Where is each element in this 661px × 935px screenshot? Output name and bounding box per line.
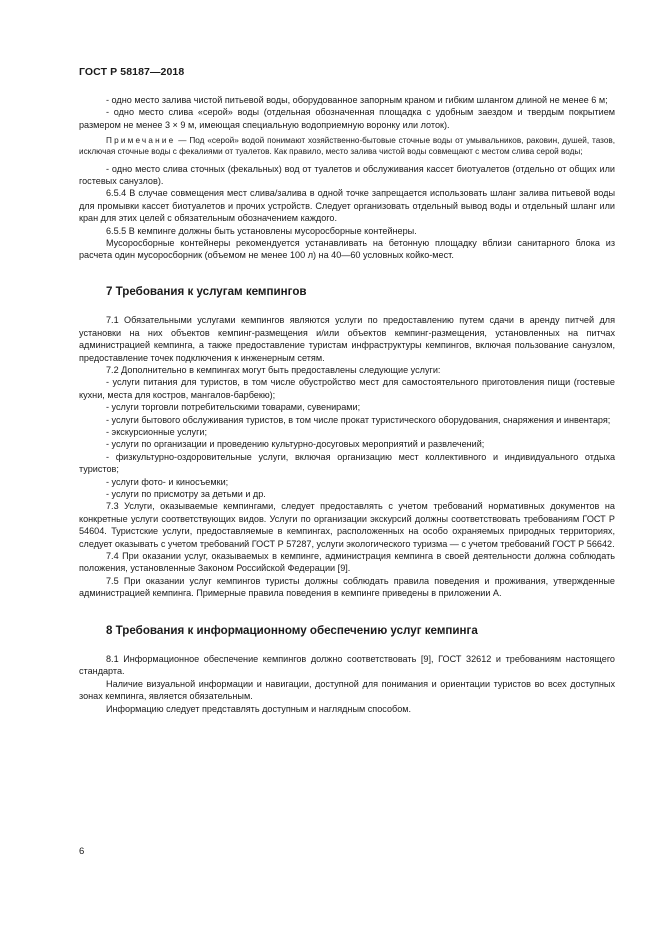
paragraph: 7.4 При оказании услуг, оказываемых в кемпинге, администрация кемпинга в своей деятельности должна соблюдать положения, установленные Законом Российской Федерации [9].: [79, 551, 615, 574]
section-7-heading: 7 Требования к услугам кемпингов: [106, 284, 307, 298]
list-item: - экскурсионные услуги;: [106, 426, 208, 437]
document-body: [79, 94, 615, 715]
list-item: - услуги по присмотру за детьми и др.: [106, 488, 266, 499]
page-number: 6: [79, 846, 85, 857]
paragraph: 7.1 Обязательными услугами кемпингов являются услуги по предоставлению путем сдачи в аренду питчей для установки на них объектов кемпинг-размещения и/или объектов кемпинг-размещения, установленных на питчах администрацией кемпинга, а также предоставление туристам инфраструктуры кемпингов, включая пользование санузлом, предоставление точек подключения к инженерным сетям.: [79, 315, 615, 363]
note-label: Примечание: [106, 136, 176, 146]
note-text: — Под «серой» водой понимают хозяйственно-бытовые сточные воды от умывальников, раковин, душей, тазов, исключая сточные воды с фекалиями от туалетов. Как правило, место залива чистой воды совмещают с местом слива серой воды;: [79, 136, 615, 157]
paragraph: - одно место слива сточных (фекальных) вод от туалетов и обслуживания кассет биотуалетов (отдельно от общих или гостевых санузлов).: [79, 163, 615, 187]
paragraph: - одно место залива чистой питьевой воды, оборудованное запорным краном и гибким шлангом длиной не менее 6 м;: [106, 95, 608, 105]
paragraph: - одно место слива «серой» воды (отдельная обозначенная площадка с удобным заездом и твердым покрытием размером не менее 3 × 9 м, имеющая специальную водоприемную воронку или лоток).: [79, 107, 615, 130]
paragraph: 7.5 При оказании услуг кемпингов туристы должны соблюдать правила поведения и проживания, утвержденные администрацией кемпинга. Примерные правила поведения в кемпинге приведены в приложении А.: [79, 575, 615, 599]
paragraph: 7.2 Дополнительно в кемпингах могут быть предоставлены следующие услуги:: [106, 364, 441, 375]
document-header: ГОСТ Р 58187—2018: [79, 66, 185, 78]
list-item: - услуги по организации и проведению культурно-досуговых мероприятий и развлечений;: [106, 439, 485, 450]
list-item: - услуги бытового обслуживания туристов, в том числе прокат туристического оборудования, снаряжения и инвентаря;: [106, 414, 611, 425]
list-item: - физкультурно-оздоровительные услуги, включая организацию мест коллективного и индивидуального отдыха туристов;: [79, 451, 615, 475]
paragraph: 8.1 Информационное обеспечение кемпингов должно соответствовать [9], ГОСТ 32612 и требованиям настоящего стандарта.: [79, 654, 615, 677]
section-8-heading: 8 Требования к информационному обеспечению услуг кемпинга: [106, 623, 478, 637]
note: [79, 135, 615, 157]
paragraph: Мусоросборные контейнеры рекомендуется устанавливать на бетонную площадку вблизи санитарного блока из расчета один мусоросборник (объемом не менее 100 л) на 40—60 условных койко-мест.: [79, 238, 615, 261]
paragraph: 6.5.4 В случае совмещения мест слива/залива в одной точке запрещается использовать шланг залива питьевой воды для промывки кассет биотуалетов и прочих устройств. Следует организовать отдельный вывод воды и отдельный шланг или кран для этих целей с обязательным обозначением каждого.: [79, 188, 615, 224]
list-item: - услуги торговли потребительскими товарами, сувенирами;: [106, 402, 361, 413]
paragraph: Информацию следует представлять доступным и наглядным способом.: [106, 703, 412, 714]
list-item: - услуги фото- и киносъемки;: [106, 476, 229, 487]
paragraph: 6.5.5 В кемпинге должны быть установлены мусоросборные контейнеры.: [106, 225, 417, 236]
paragraph: 7.3 Услуги, оказываемые кемпингами, следует предоставлять с учетом требований нормативных документов на конкретные услуги соответствующих видов. Услуги по организации экскурсий должны соответствовать требованиям ГОСТ Р 54604. Туристские услуги, предоставляемые в кемпингах, расположенных на особо охраняемых природных территориях, следует оказывать с учетом требований ГОСТ Р 57287, услуги экологического туризма — с учетом требований ГОСТ Р 56642.: [79, 501, 615, 549]
paragraph: Наличие визуальной информации и навигации, доступной для понимания и ориентации туристов во всех доступных зонах кемпинга, является обязательным.: [79, 678, 615, 702]
list-item: - услуги питания для туристов, в том числе обустройство мест для самостоятельного приготовления пищи (гостевые кухни, места для костров, мангалов-барбекю);: [79, 377, 615, 400]
